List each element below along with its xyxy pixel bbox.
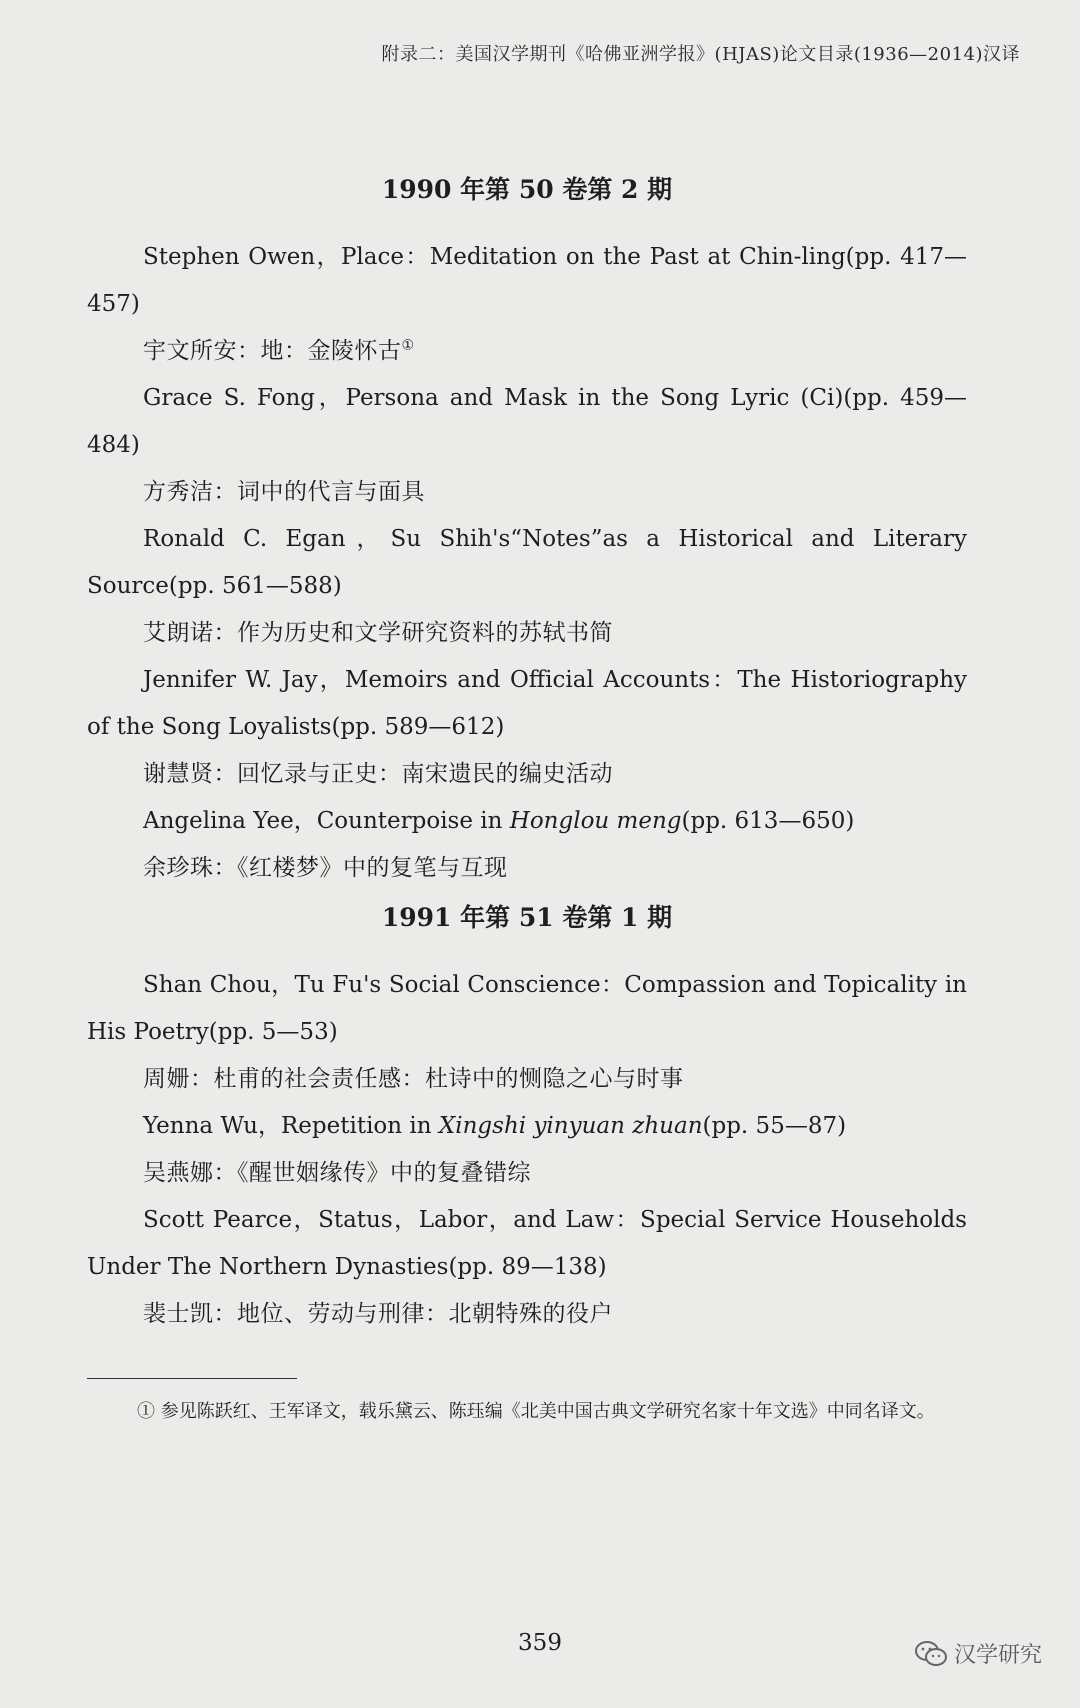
watermark-text: 汉学研究 <box>953 1643 1042 1668</box>
entry-chinese: 方秀洁：词中的代言与面具 <box>143 479 425 505</box>
entry-english: Stephen Owen，Place：Meditation on the Past at Chin-ling(pp. 417—457) <box>87 244 967 317</box>
watermark <box>914 1638 1042 1669</box>
entry-chinese: 裴士凯：地位、劳动与刑律：北朝特殊的役户 <box>143 1301 613 1327</box>
running-head: 附录二：美国汉学期刊《哈佛亚洲学报》(HJAS)论文目录(1936—2014)汉译 <box>381 44 1020 65</box>
entry-english: Jennifer W. Jay，Memoirs and Official Accounts：The Historiography of the Song Loyalists(pp. 589—612) <box>87 667 967 740</box>
entry-chinese: 余珍珠：《红楼梦》中的复笔与互现 <box>143 855 508 881</box>
entry-english-text: Yenna Wu，Repetition in <box>143 1113 439 1139</box>
footnote-marker[interactable]: ① <box>401 337 415 354</box>
entry-chinese: 吴燕娜：《醒世姻缘传》中的复叠错综 <box>143 1160 531 1186</box>
footnote: ① 参见陈跃红、王军译文，载乐黛云、陈珏编《北美中国古典文学研究名家十年文选》中同名译文。 <box>137 1401 935 1422</box>
footnote-divider <box>87 1378 297 1379</box>
entry-english: Ronald C. Egan，Su Shih's“Notes”as a Historical and Literary Source(pp. 561—588) <box>87 526 967 599</box>
entry-chinese-text: 宇文所安：地：金陵怀古 <box>143 338 402 364</box>
entry-chinese: 艾朗诺：作为历史和文学研究资料的苏轼书简 <box>143 620 613 646</box>
entry-italic-title: Xingshi yinyuan zhuan <box>438 1113 703 1139</box>
entry-english <box>87 1103 967 1150</box>
section-title: 1991 年第 51 卷第 1 期 <box>381 903 673 932</box>
entry-chinese: 谢慧贤：回忆录与正史：南宋遗民的编史活动 <box>143 761 613 787</box>
entry-chinese <box>87 328 967 375</box>
entry-pages: (pp. 55—87) <box>702 1113 847 1139</box>
wechat-icon <box>914 1640 948 1668</box>
entry-english: Shan Chou，Tu Fu's Social Conscience：Compassion and Topicality in His Poetry(pp. 5—53) <box>87 972 967 1045</box>
entry-english <box>87 798 967 845</box>
entry-pages: (pp. 613—650) <box>681 808 855 834</box>
main-content <box>87 168 967 1338</box>
entry-english: Grace S. Fong，Persona and Mask in the Song Lyric (Ci)(pp. 459—484) <box>87 385 967 458</box>
page-number: 359 <box>518 1630 562 1656</box>
entry-english: Scott Pearce，Status，Labor，and Law：Special Service Households Under The Northern Dynasties(pp. 89—138) <box>87 1207 967 1280</box>
section-title: 1990 年第 50 卷第 2 期 <box>381 175 673 204</box>
entry-english-text: Angelina Yee，Counterpoise in <box>143 808 510 834</box>
entry-italic-title: Honglou meng <box>509 808 682 834</box>
entry-chinese: 周姗：杜甫的社会责任感：杜诗中的恻隐之心与时事 <box>143 1066 684 1092</box>
